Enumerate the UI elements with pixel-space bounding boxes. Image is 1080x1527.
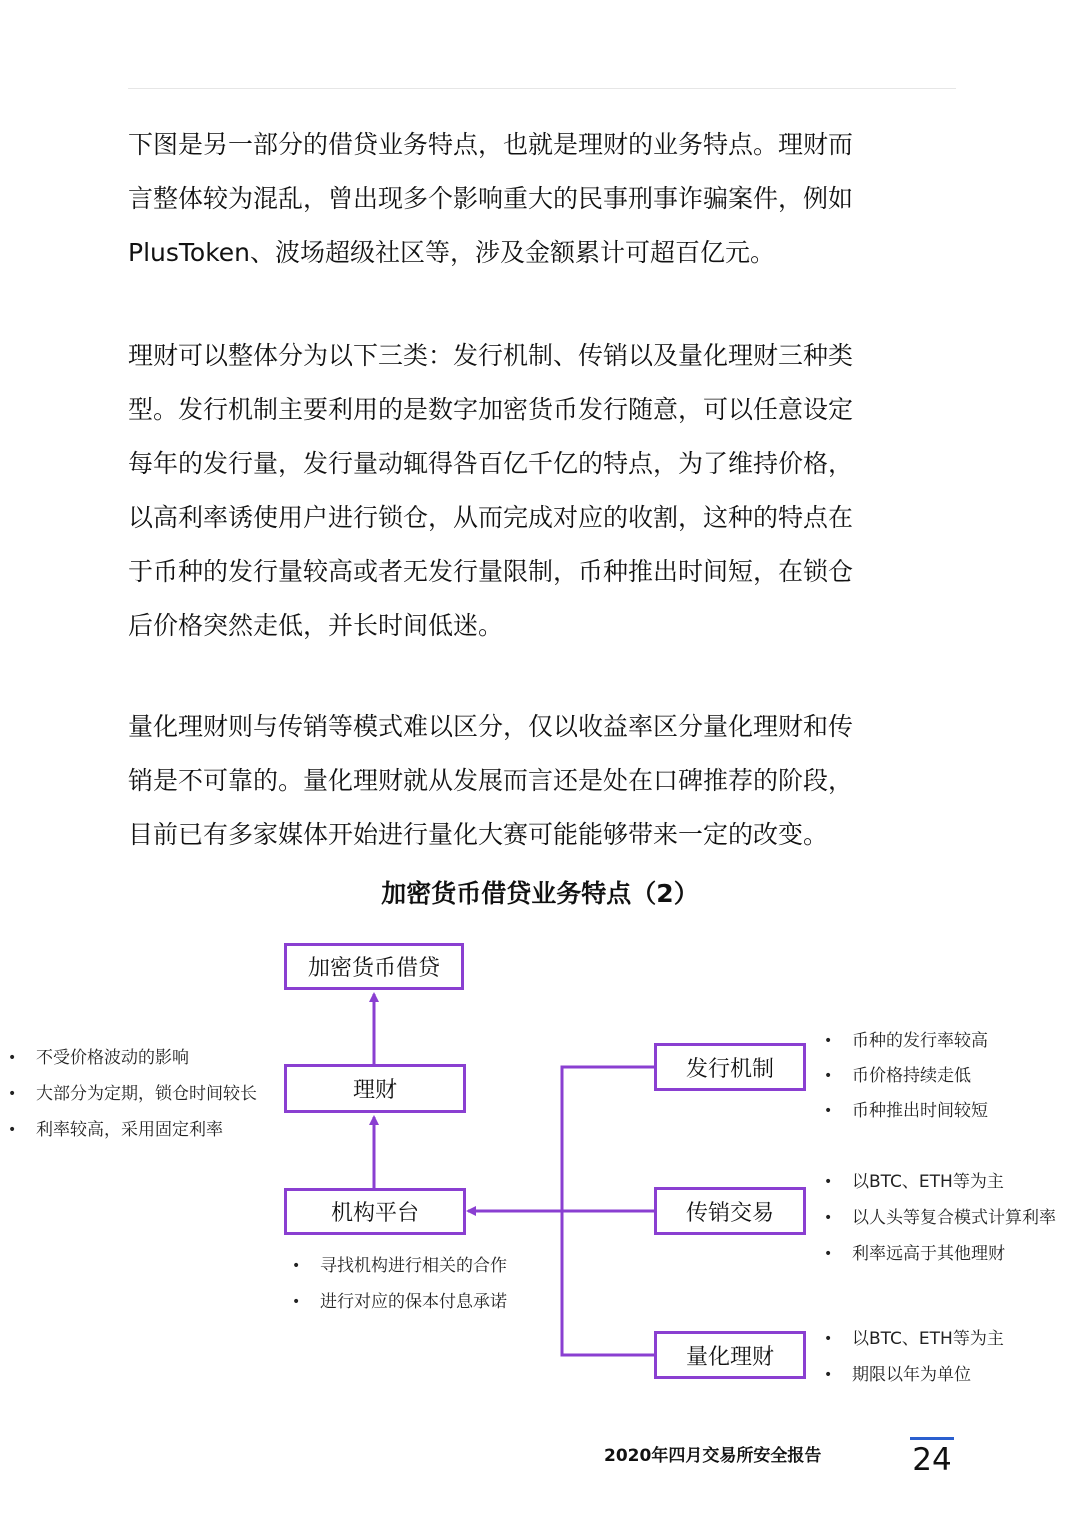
node-quant-wealth: 量化理财 [654,1331,806,1379]
list-item: • 币种推出时间较短 [824,1094,988,1129]
list-item: • 以人头等复合模式计算利率 [824,1200,1056,1236]
node-crypto-lending: 加密货币借贷 [284,943,464,990]
notes-platform [292,1248,507,1320]
footer-report-title: 2020年四月交易所安全报告 [604,1446,822,1466]
node-mlm-trading: 传销交易 [654,1187,806,1235]
text-line: PlusToken、波场超级社区等，涉及金额累计可超百亿元。 [128,238,776,267]
node-issuance-mechanism: 发行机制 [654,1043,806,1091]
page-number: 24 [912,1442,952,1478]
list-item: • 币种的发行率较高 [824,1024,988,1059]
notes-mlm [824,1164,1056,1272]
text-line: 型。发行机制主要利用的是数字加密货币发行随意，可以任意设定 [128,395,854,424]
notes-wealth [8,1040,257,1148]
notes-issuance [824,1024,988,1129]
list-item: • 大部分为定期，锁仓时间较长 [8,1076,257,1112]
text-line: 理财可以整体分为以下三类：发行机制、传销以及量化理财三种类 [128,341,854,370]
list-item: • 不受价格波动的影响 [8,1040,257,1076]
list-item: • 利率较高，采用固定利率 [8,1112,257,1148]
list-item: • 利率远高于其他理财 [824,1236,1056,1272]
node-wealth-management: 理财 [284,1064,466,1113]
notes-quant [824,1321,1004,1393]
list-item: • 期限以年为单位 [824,1357,1004,1393]
list-item: • 以BTC、ETH等为主 [824,1164,1056,1200]
text-line: 于币种的发行量较高或者无发行量限制，币种推出时间短，在锁仓 [128,557,854,586]
text-line: 量化理财则与传销等模式难以区分，仅以收益率区分量化理财和传 [128,712,854,741]
text-line: 后价格突然走低，并长时间低迷。 [128,611,504,640]
list-item: • 以BTC、ETH等为主 [824,1321,1004,1357]
node-institution-platform: 机构平台 [284,1188,466,1235]
text-line: 目前已有多家媒体开始进行量化大赛可能能够带来一定的改变。 [128,820,829,849]
text-line: 言整体较为混乱，曾出现多个影响重大的民事刑事诈骗案件，例如 [128,184,854,213]
diagram-title: 加密货币借贷业务特点（2） [381,879,699,908]
list-item: • 进行对应的保本付息承诺 [292,1284,507,1320]
list-item: • 币价格持续走低 [824,1059,988,1094]
list-item: • 寻找机构进行相关的合作 [292,1248,507,1284]
text-line: 每年的发行量，发行量动辄得咎百亿千亿的特点，为了维持价格， [128,449,854,478]
text-line: 以高利率诱使用户进行锁仓，从而完成对应的收割，这种的特点在 [128,503,854,532]
text-line: 销是不可靠的。量化理财就从发展而言还是处在口碑推荐的阶段， [128,766,854,795]
text-line: 下图是另一部分的借贷业务特点，也就是理财的业务特点。理财而 [128,130,854,159]
